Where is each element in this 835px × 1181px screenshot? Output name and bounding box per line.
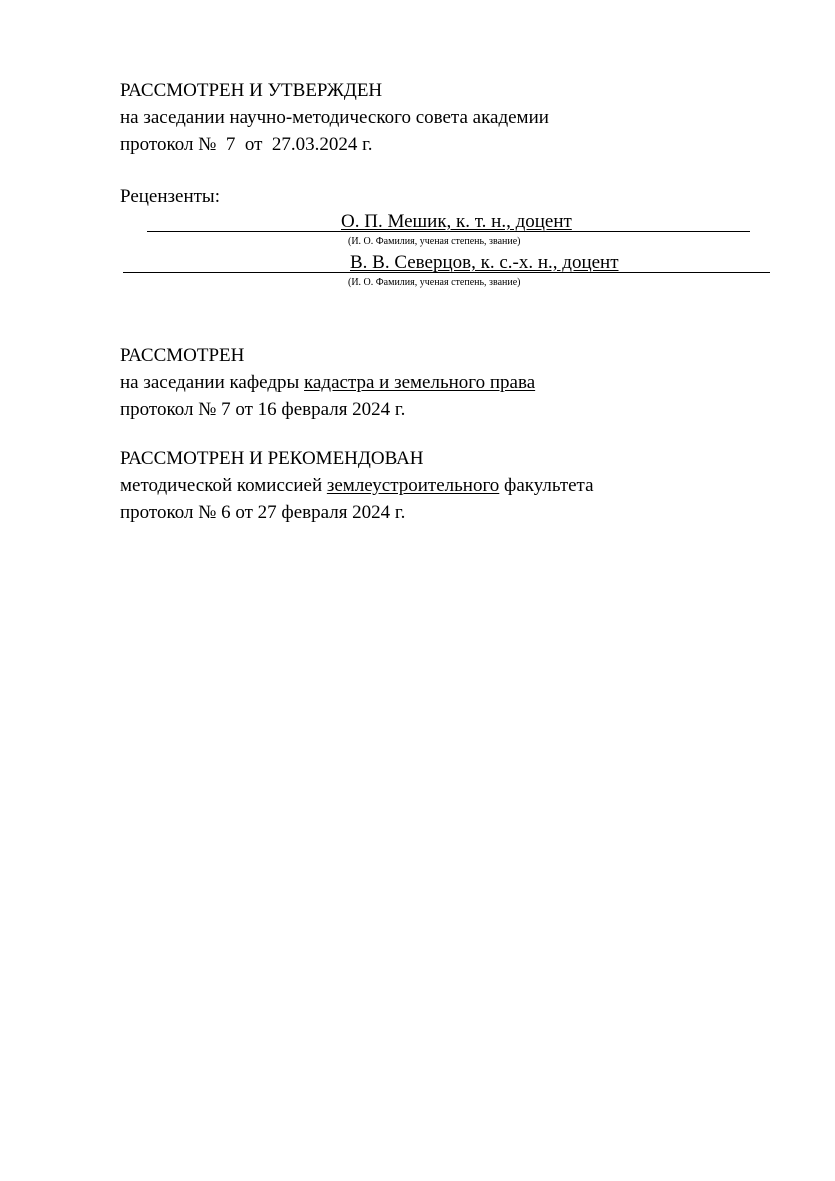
reviewers-heading: Рецензенты: [120, 186, 220, 207]
reviewer-row-1 [0, 211, 835, 233]
reviewer-2-name: В. В. Северцов, к. с.-х. н., доцент [350, 252, 619, 273]
department-heading: РАССМОТРЕН [120, 345, 245, 366]
approved-council-line: на заседании научно-методического совета академии [120, 107, 549, 128]
department-line [120, 372, 535, 394]
reviewer-1-name: О. П. Мешик, к. т. н., доцент [341, 211, 572, 232]
approved-protocol: протокол № 7 от 27.03.2024 г. [120, 134, 373, 155]
commission-prefix: методической комиссией [120, 475, 327, 496]
reviewer-1-caption: (И. О. Фамилия, ученая степень, звание) [348, 236, 521, 247]
commission-faculty: землеустроительного [326, 475, 500, 496]
commission-line [120, 475, 594, 497]
department-name: кадастра и земельного права [304, 372, 536, 393]
commission-protocol: протокол № 6 от 27 февраля 2024 г. [120, 502, 406, 523]
reviewer-2-caption: (И. О. Фамилия, ученая степень, звание) [348, 277, 521, 288]
department-prefix: на заседании кафедры [120, 372, 305, 393]
department-protocol: протокол № 7 от 16 февраля 2024 г. [120, 399, 406, 420]
commission-suffix: факультета [499, 475, 594, 496]
reviewer-row-2 [0, 252, 835, 274]
approved-heading: РАССМОТРЕН И УТВЕРЖДЕН [120, 80, 383, 101]
commission-heading: РАССМОТРЕН И РЕКОМЕНДОВАН [120, 448, 424, 469]
